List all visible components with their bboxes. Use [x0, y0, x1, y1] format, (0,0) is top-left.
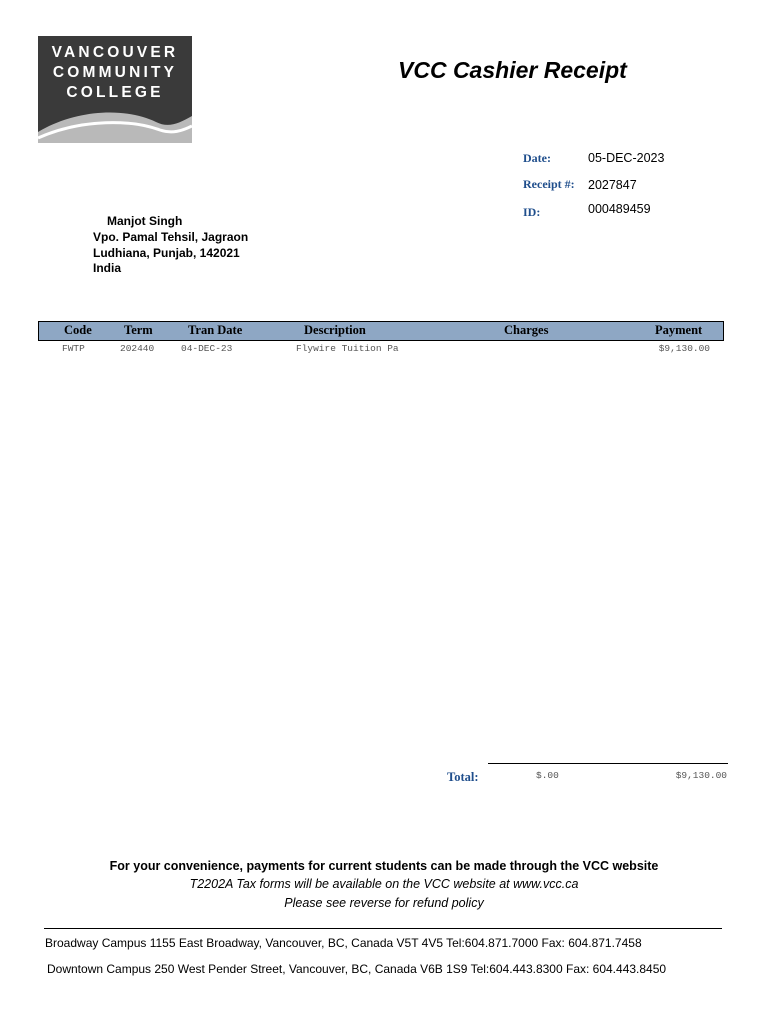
- row-payment: $9,130.00: [658, 343, 710, 354]
- row-code: FWTP: [62, 343, 85, 354]
- tax-form-note: T2202A Tax forms will be available on the VCC website at www.vcc.ca: [189, 877, 579, 891]
- total-payment: $9,130.00: [675, 770, 727, 781]
- logo-text-line-1: VANCOUVER: [51, 44, 179, 61]
- row-tran-date: 04-DEC-23: [181, 343, 233, 354]
- column-header-code: Code: [64, 323, 92, 337]
- date-label: Date:: [523, 151, 551, 165]
- logo-swoosh-icon: [38, 98, 192, 143]
- refund-policy-note: Please see reverse for refund policy: [284, 896, 484, 910]
- row-description: Flywire Tuition Pa: [296, 343, 399, 354]
- id-value: 000489459: [588, 202, 651, 216]
- column-header-tran-date: Tran Date: [188, 323, 243, 337]
- address-line-1: Vpo. Pamal Tehsil, Jagraon: [93, 230, 249, 244]
- logo-text-line-2: COMMUNITY: [52, 64, 178, 81]
- column-header-payment: Payment: [655, 323, 703, 337]
- address-line-2: Ludhiana, Punjab, 142021: [93, 246, 240, 260]
- logo-text-line-3: COLLEGE: [66, 84, 164, 101]
- column-header-term: Term: [124, 323, 153, 337]
- address-name: Manjot Singh: [107, 214, 183, 228]
- transactions-table-header: [38, 321, 724, 341]
- receipt-number-value: 2027847: [588, 178, 637, 192]
- column-header-charges: Charges: [504, 323, 549, 337]
- date-value: 05-DEC-2023: [588, 151, 665, 165]
- payment-note: For your convenience, payments for current students can be made through the VCC website: [109, 859, 659, 873]
- total-charges: $.00: [536, 770, 559, 781]
- broadway-campus-address: Broadway Campus 1155 East Broadway, Vancouver, BC, Canada V5T 4V5 Tel:604.871.7000 Fax: 604.871.7458: [45, 936, 642, 950]
- downtown-campus-address: Downtown Campus 250 West Pender Street, Vancouver, BC, Canada V6B 1S9 Tel:604.443.8300 Fax: 604.443.8450: [47, 962, 667, 976]
- college-logo: [38, 36, 192, 143]
- column-header-description: Description: [304, 323, 366, 337]
- id-label: ID:: [523, 205, 541, 219]
- receipt-title: VCC Cashier Receipt: [398, 57, 627, 83]
- address-line-3: India: [93, 261, 122, 275]
- total-label: Total:: [447, 770, 479, 784]
- footer-divider: [44, 928, 722, 929]
- receipt-number-label: Receipt #:: [523, 177, 575, 191]
- row-term: 202440: [120, 343, 155, 354]
- total-divider: [488, 763, 728, 764]
